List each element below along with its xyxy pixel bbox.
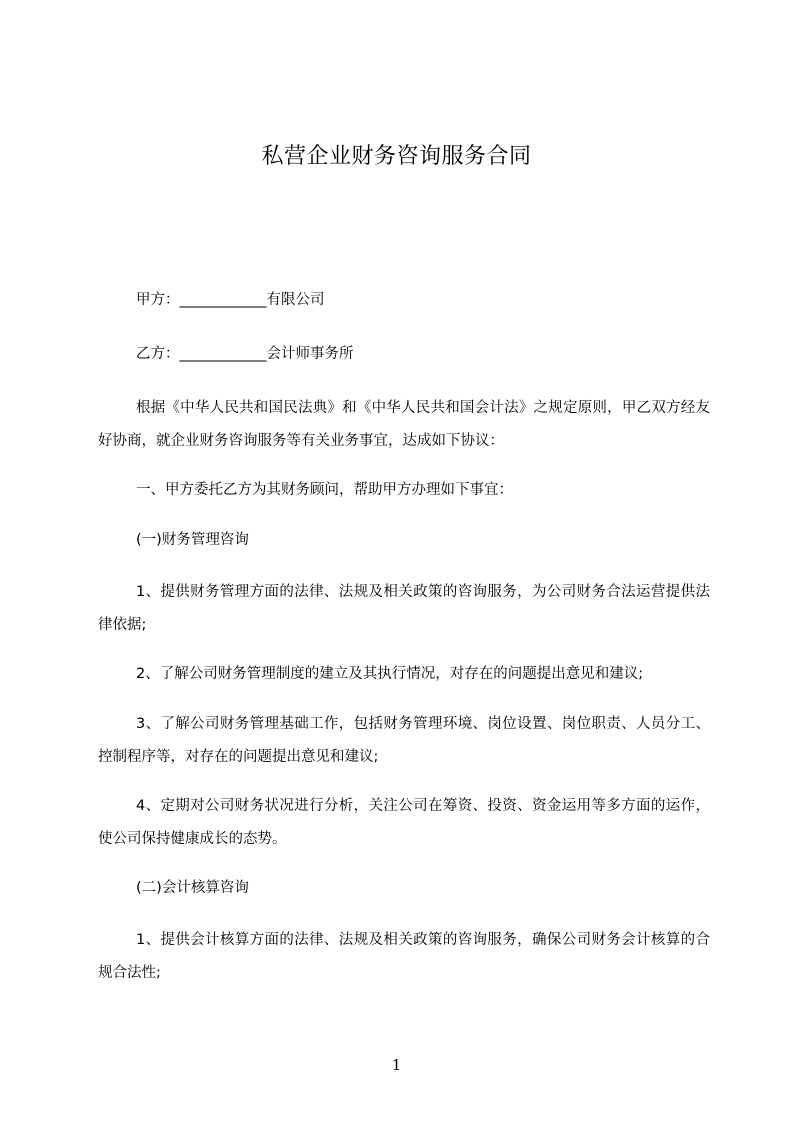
subsection-1-item-2: 2、了解公司财务管理制度的建立及其执行情况，对存在的问题提出意见和建议; [136, 666, 644, 682]
section-1-heading: 一、甲方委托乙方为其财务顾问，帮助甲方办理如下事宜： [136, 482, 513, 498]
party-b-line: 乙方：____________会计师事务所 [136, 346, 354, 362]
subsection-2-item-1: 1、提供会计核算方面的法律、法规及相关政策的咨询服务，确保公司财务会计核算的合规合法性; [98, 932, 710, 981]
subsection-1-heading: (一)财务管理咨询 [136, 532, 249, 548]
subsection-1-item-3: 3、了解公司财务管理基础工作，包括财务管理环境、岗位设置、岗位职责、人员分工、控制程序等，对存在的问题提出意见和建议; [98, 716, 710, 765]
subsection-1-item-4: 4、定期对公司财务状况进行分析，关注公司在筹资、投资、资金运用等多方面的运作，使公司保持健康成长的态势。 [98, 798, 710, 847]
page-number: 1 [391, 1056, 402, 1074]
subsection-1-item-1: 1、提供财务管理方面的法律、法规及相关政策的咨询服务，为公司财务合法运营提供法律依据; [98, 584, 710, 633]
preamble-paragraph: 根据《中华人民共和国民法典》和《中华人民共和国会计法》之规定原则，甲乙双方经友好协商，就企业财务咨询服务等有关业务事宜，达成如下协议： [98, 400, 710, 449]
document-title: 私营企业财务咨询服务合同 [261, 144, 532, 169]
subsection-2-heading: (二)会计核算咨询 [136, 880, 249, 896]
party-a-line: 甲方：____________有限公司 [136, 292, 325, 308]
